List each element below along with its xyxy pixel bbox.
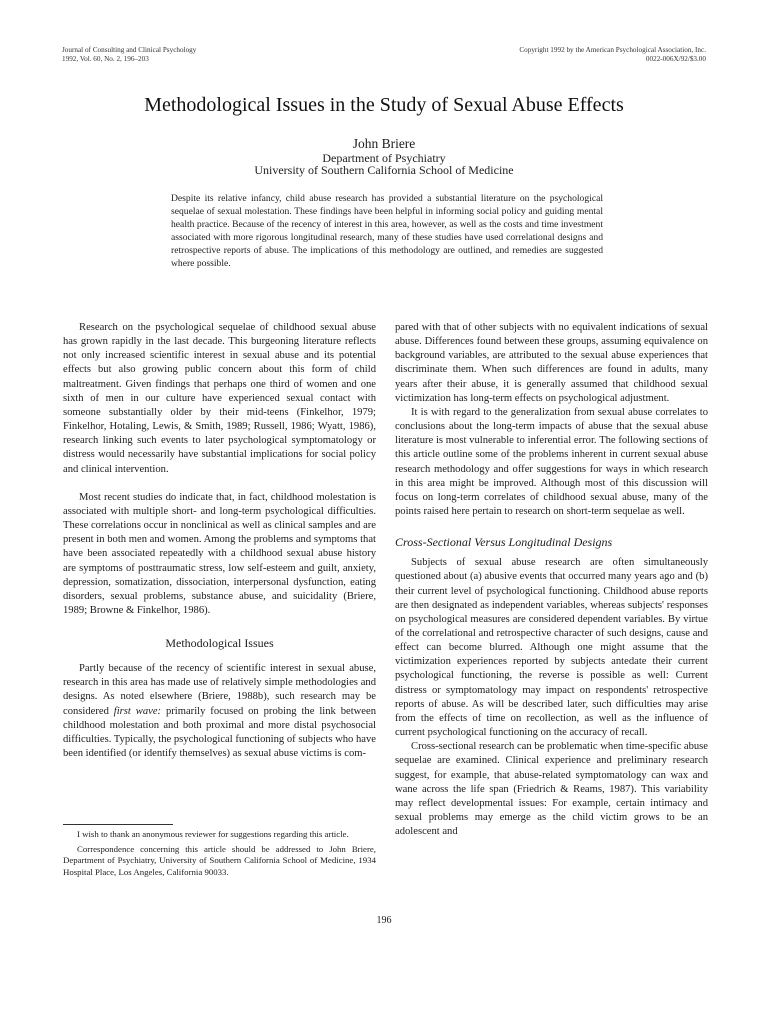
body-paragraph: pared with that of other subjects with no equivalent indications of sexual abuse. Differences found between these groups, assuming equivalence on background variables, are attributed to the sexual abuse experiences that discriminate them. When such differences are found in adults, many years after their abuse, it is generally assumed that childhood sexual victimization has long-term effects on psychological adjustment. xyxy=(395,322,708,404)
text-run: primarily focused on probing the link between childhood molestation and both proximal and more distal psychosocial difficulties. Typically, the psychological functioning of subjects who have been identified (or identify themselves) as sexual abuse victims is com- xyxy=(63,705,376,760)
body-paragraph xyxy=(63,662,376,761)
acknowledgment-note: I wish to thank an anonymous reviewer for suggestions regarding this article. xyxy=(77,829,349,839)
body-paragraph: Research on the psychological sequelae of childhood sexual abuse has grown rapidly in the last decade. This burgeoning literature reflects not only increased scientific interest in sexual abuse and its potential effects but also growing public concern about this form of child maltreatment. Given findings that perhaps one third of women and one sixth of men in our culture have experienced sexual contact with someone substantially older by their mid-teens (Finkelhor, 1979; Finkelhor, Hotaling, Lewis, & Smith, 1989; Russell, 1986; Wyatt, 1986), research linking such events to later psychological symptomatology or distress would necessarily have substantial implications for social policy and clinical intervention. xyxy=(63,322,376,475)
body-paragraph: Cross-sectional research can be problematic when time-specific abuse sequelae are examined. Clinical experience and preliminary research suggest, for example, that abuse-related symptomatology can wax and wane across the life span (Friedrich & Reams, 1987). This variability may reflect developmental issues: For example, certain intimacy and sexual problems may emerge as the child victim grows to be an adolescent and xyxy=(395,741,708,838)
left-column xyxy=(63,321,376,761)
right-column xyxy=(395,321,708,839)
subsection-heading: Cross-Sectional Versus Longitudinal Designs xyxy=(395,535,613,550)
page-number: 196 xyxy=(376,915,392,926)
author-department: Department of Psychiatry xyxy=(322,151,446,165)
article-title: Methodological Issues in the Study of Sexual Abuse Effects xyxy=(144,94,624,116)
footnote-divider xyxy=(63,824,173,825)
journal-citation xyxy=(62,46,196,64)
text-run: Partly because of the recency of scientific interest in sexual abuse, research in this area has made use of relatively simple methodologies and designs. As noted elsewhere (Briere, 1988b), such research may be considered xyxy=(63,663,376,717)
emphasis-text: first wave: xyxy=(113,705,162,717)
body-paragraph: It is with regard to the generalization from sexual abuse correlates to conclusions about the long-term impacts of abuse that the sexual abuse literature is most vulnerable to inferential error. The following sections of this article outline some of the problems inherent in current sexual abuse research methodology and offer suggestions for ways in which research in this area might be improved. Although most of this discussion will focus on long-term correlates of childhood sexual abuse, many of the points raised here pertain to research on short-term sequelae as well. xyxy=(395,406,708,518)
abstract-text: Despite its relative infancy, child abuse research has provided a substantial literature on the psychological sequelae of sexual molestation. These findings have been helpful in informing social policy and guiding mental health practice. Because of the recency of interest in this area, however, as well as the costs and time investment associated with more rigorous longitudinal research, many of these studies have used correlational designs and retrospective reports of abuse. The implications of this methodology are outlined, and remedies are suggested where possible. xyxy=(171,193,603,270)
body-paragraph: Subjects of sexual abuse research are often simultaneously questioned about (a) abusive events that occurred many years ago and (b) their current level of psychological functioning. Childhood abuse reports are then designated as independent variables, whereas subjects' responses on psychological measures are considered dependent variables. By virtue of the correlational and retrospective character of such designs, cause and effect can become blurred. Although one might assume that the victimization experiences reported by subjects antedate their current psychological functioning, the reverse is possible as well: Current distress or symptomatology may impact on respondents' retrospective reports of abuse. As will be described later, such difficulties may arise from the effects of time on recollection, as well as the influence of current psychological functioning on the accuracy of recall. xyxy=(395,557,708,739)
correspondence-note: Correspondence concerning this article should be addressed to John Briere, Department of Psychiatry, University of Southern California School of Medicine, 1934 Hospital Place, Los Angeles, California 90033. xyxy=(63,843,376,877)
abstract xyxy=(171,192,603,271)
body-paragraph: Most recent studies do indicate that, in fact, childhood molestation is associated with multiple short- and long-term psychological difficulties. These correlations occur in nonclinical as well as clinical samples and are present in both men and women. Among the problems and symptoms that have been associated repeatedly with a childhood sexual abuse history are symptoms of posttraumatic stress, low self-esteem and guilt, anxiety, depression, somatization, dissociation, interpersonal dysfunction, eating disorders, sexual problems, substance abuse, and suicidality (Briere, 1989; Browne & Finkelhor, 1986). xyxy=(63,491,376,616)
section-heading: Methodological Issues xyxy=(165,636,274,651)
footnotes xyxy=(63,829,376,881)
author-institution: University of Southern California School of Medicine xyxy=(254,163,514,177)
issn-price: 0022-006X/92/$3.00 xyxy=(645,55,706,63)
journal-volume: 1992, Vol. 60, No. 2, 196–203 xyxy=(62,55,149,63)
copyright-line: Copyright 1992 by the American Psychological Association, Inc. xyxy=(519,46,706,54)
journal-name: Journal of Consulting and Clinical Psychology xyxy=(62,46,197,54)
author-name: John Briere xyxy=(352,136,416,151)
copyright-notice xyxy=(519,46,706,64)
